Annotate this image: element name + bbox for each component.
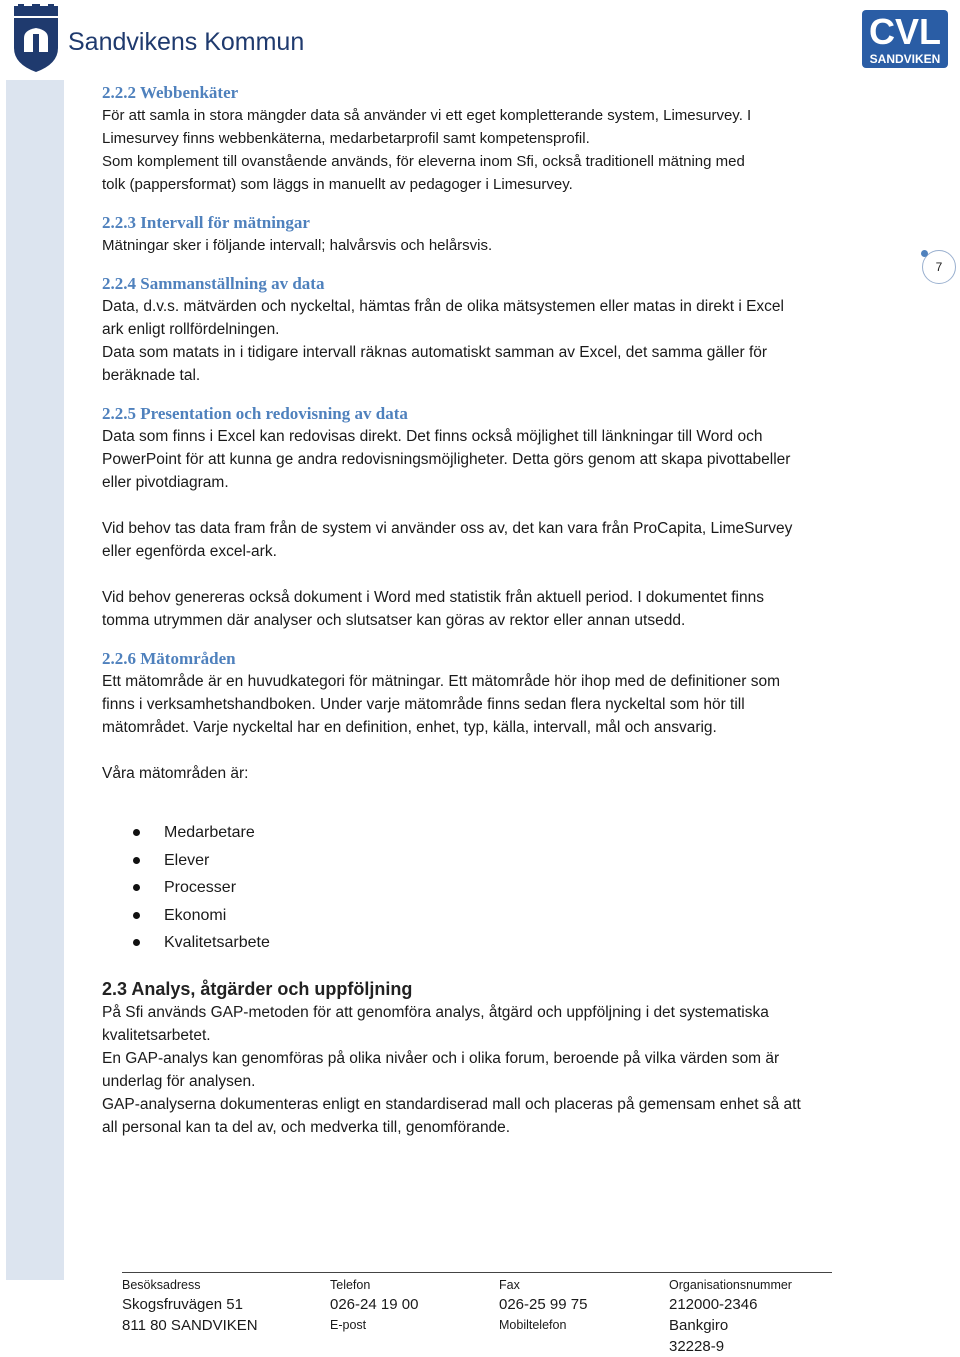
text-line: Mätningar sker i följande intervall; halvårsvis och helårsvis. xyxy=(102,237,493,254)
page-number: 7 xyxy=(922,250,956,284)
phone-number: 026-24 19 00 xyxy=(330,1296,419,1313)
fax-label: Fax xyxy=(499,1278,520,1292)
mobile-label: Mobiltelefon xyxy=(499,1318,567,1332)
list-item: Kvalitetsarbete xyxy=(102,929,892,957)
text-line: all personal kan ta del av, och medverka till, genomförande. xyxy=(102,1118,511,1136)
text-line: beräknade tal. xyxy=(102,367,201,384)
cvl-logo-subtext: SANDVIKEN xyxy=(869,52,941,66)
text-line: Ett mätområde är en huvudkategori för mätningar. Ett mätområde hör ihop med de definitioner som xyxy=(102,673,781,690)
measure-areas-intro: Våra mätområden är: xyxy=(102,765,249,782)
footer-fax-column xyxy=(499,1277,587,1336)
text-line: eller pivotdiagram. xyxy=(102,474,229,491)
visit-address-label: Besöksadress xyxy=(122,1278,201,1292)
cvl-logo xyxy=(862,10,948,68)
text-line: PowerPoint för att kunna ge andra redovisningsmöjligheter. Detta görs genom att skapa pivottabeller xyxy=(102,451,791,468)
heading-2-2-2: 2.2.2 Webbenkäter xyxy=(102,83,239,102)
list-item: Medarbetare xyxy=(102,819,892,847)
org-number-label: Organisationsnummer xyxy=(669,1278,792,1292)
heading-2-2-6: 2.2.6 Mätområden xyxy=(102,649,236,668)
side-band xyxy=(6,80,64,1280)
text-line: underlag för analysen. xyxy=(102,1072,256,1090)
text-line: tolk (pappersformat) som läggs in manuellt av pedagoger i Limesurvey. xyxy=(102,176,573,193)
email-label: E-post xyxy=(330,1318,367,1332)
footer-org-column xyxy=(669,1277,792,1357)
text-line: Data som matats in i tidigare intervall räknas automatiskt samman av Excel, det samma gäller för xyxy=(102,344,768,361)
city-address: 811 80 SANDVIKEN xyxy=(122,1317,258,1334)
text-line: mätområdet. Varje nyckeltal har en definition, enhet, typ, källa, intervall, mål och ansvarig. xyxy=(102,719,717,736)
footer xyxy=(122,1272,832,1355)
text-line: En GAP-analys kan genomföras på olika nivåer och i olika forum, beroende på vilka värden som är xyxy=(102,1049,780,1067)
sandviken-crest-icon xyxy=(12,4,60,72)
bankgiro-number: 32228-9 xyxy=(669,1338,725,1355)
text-line: kvalitetsarbetet. xyxy=(102,1026,211,1044)
municipality-name: Sandvikens Kommun xyxy=(68,28,305,56)
text-line: ark enligt rollfördelningen. xyxy=(102,321,280,338)
text-line: Vid behov tas data fram från de system vi använder oss av, det kan vara från ProCapita, LimeSurvey xyxy=(102,520,793,537)
text-line: Data som finns i Excel kan redovisas direkt. Det finns också möjlighet till länkningar till Word och xyxy=(102,428,763,445)
cvl-logo-text: CVL xyxy=(869,11,941,52)
heading-2-3: 2.3 Analys, åtgärder och uppföljning xyxy=(102,978,413,999)
org-number: 212000-2346 xyxy=(669,1296,758,1313)
sandviken-logo xyxy=(12,4,305,74)
list-item: Processer xyxy=(102,874,892,902)
bankgiro-label: Bankgiro xyxy=(669,1317,729,1334)
heading-2-2-5: 2.2.5 Presentation och redovisning av data xyxy=(102,404,408,423)
list-item: Elever xyxy=(102,847,892,875)
document-body xyxy=(102,82,892,1139)
text-line: Som komplement till ovanstående används, för eleverna inom Sfi, också traditionell mätning med xyxy=(102,153,745,170)
page-number-dot xyxy=(921,250,928,257)
measure-areas-list xyxy=(102,819,892,957)
text-line: Data, d.v.s. mätvärden och nyckeltal, hämtas från de olika mätsystemen eller matas in direkt i Excel xyxy=(102,298,784,315)
street-address: Skogsfruvägen 51 xyxy=(122,1296,243,1313)
footer-phone-column xyxy=(330,1277,418,1336)
text-line: Limesurvey finns webbenkäterna, medarbetarprofil samt kompetensprofil. xyxy=(102,130,590,147)
text-line: finns i verksamhetshandboken. Under varje mätområde finns sedan flera nyckeltal som hör till xyxy=(102,696,745,713)
text-line: tomma utrymmen där analyser och slutsatser kan göras av rektor eller annan utsedd. xyxy=(102,612,686,629)
text-line: För att samla in stora mängder data så använder vi ett eget kompletterande system, Limesurvey. I xyxy=(102,107,752,124)
heading-2-2-4: 2.2.4 Sammanställning av data xyxy=(102,274,325,293)
fax-number: 026-25 99 75 xyxy=(499,1296,588,1313)
list-item: Ekonomi xyxy=(102,902,892,930)
text-line: GAP-analyserna dokumenteras enligt en standardiserad mall och placeras på gemensam enhet så att xyxy=(102,1095,801,1113)
text-line: eller egenförda excel-ark. xyxy=(102,543,277,560)
text-line: Vid behov genereras också dokument i Word med statistik från aktuell period. I dokumentet finns xyxy=(102,589,764,606)
footer-address-column xyxy=(122,1277,258,1336)
heading-2-2-3: 2.2.3 Intervall för mätningar xyxy=(102,213,310,232)
text-line: På Sfi används GAP-metoden för att genomföra analys, åtgärd och uppföljning i det systematiska xyxy=(102,1003,769,1021)
phone-label: Telefon xyxy=(330,1278,371,1292)
